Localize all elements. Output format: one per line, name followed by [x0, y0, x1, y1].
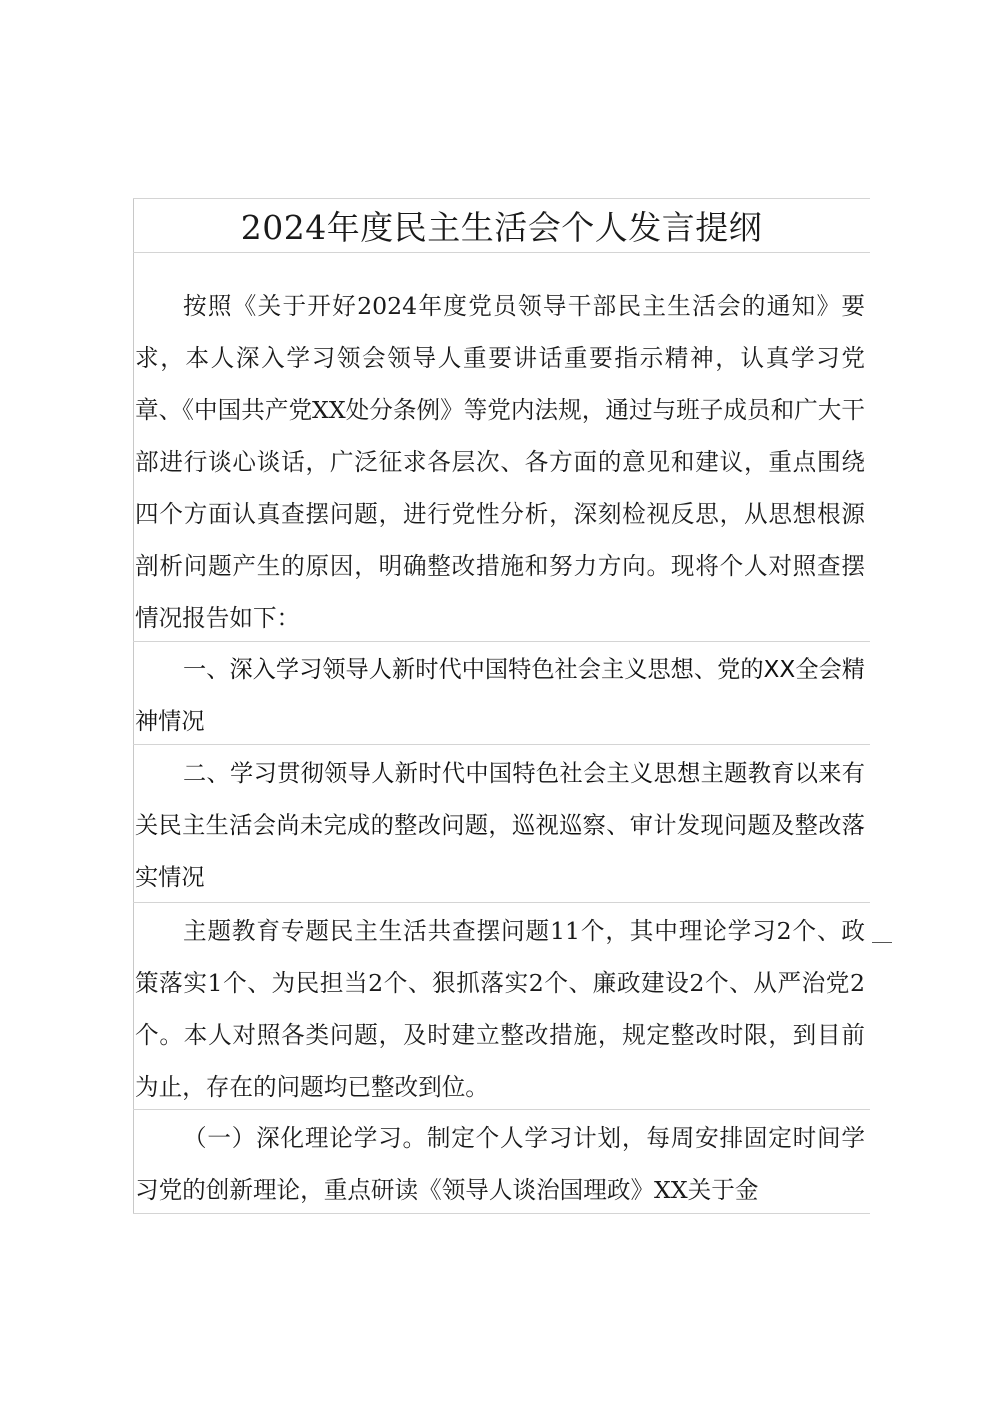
divider-line [133, 744, 870, 745]
document-page [133, 198, 870, 1214]
section-heading-2: 二、学习贯彻领导人新时代中国特色社会主义思想主题教育以来有关民主生活会尚未完成的整改问题，巡视巡察、审计发现问题及整改落实情况 [135, 760, 865, 891]
divider-line [133, 902, 870, 903]
item-1-paragraph: （一）深化理论学习。制定个人学习计划，每周安排固定时间学习党的创新理论，重点研读《领导人谈治国理政》XX关于金 [135, 1124, 865, 1204]
section-2-paragraph: 主题教育专题民主生活共查摆问题11个，其中理论学习2个、政策落实1个、为民担当2个、狠抓落实2个、廉政建设2个、从严治党2个。本人对照各类问题，及时建立整改措施，规定整改时限，到目前为止，存在的问题均已整改到位。 [135, 917, 865, 1101]
divider-line [133, 1109, 870, 1110]
divider-line [133, 1213, 870, 1214]
divider-line [133, 641, 870, 642]
left-margin-line [133, 198, 134, 1214]
section-heading-1: 一、深入学习领导人新时代中国特色社会主义思想、党的XX全会精神情况 [135, 656, 865, 735]
stray-mark [872, 942, 892, 943]
divider-line [133, 252, 870, 253]
divider-line [133, 198, 870, 199]
document-title: 2024年度民主生活会个人发言提纲 [240, 208, 763, 247]
intro-paragraph: 按照《关于开好2024年度党员领导干部民主生活会的通知》要求，本人深入学习领会领导人重要讲话重要指示精神，认真学习党章、《中国共产党XX处分条例》等党内法规，通过与班子成员和广大干部进行谈心谈话，广泛征求各层次、各方面的意见和建议，重点围绕四个方面认真查摆问题，进行党性分析，深刻检视反思，从思想根源剖析问题产生的原因，明确整改措施和努力方向。现将个人对照查摆情况报告如下： [135, 292, 865, 632]
